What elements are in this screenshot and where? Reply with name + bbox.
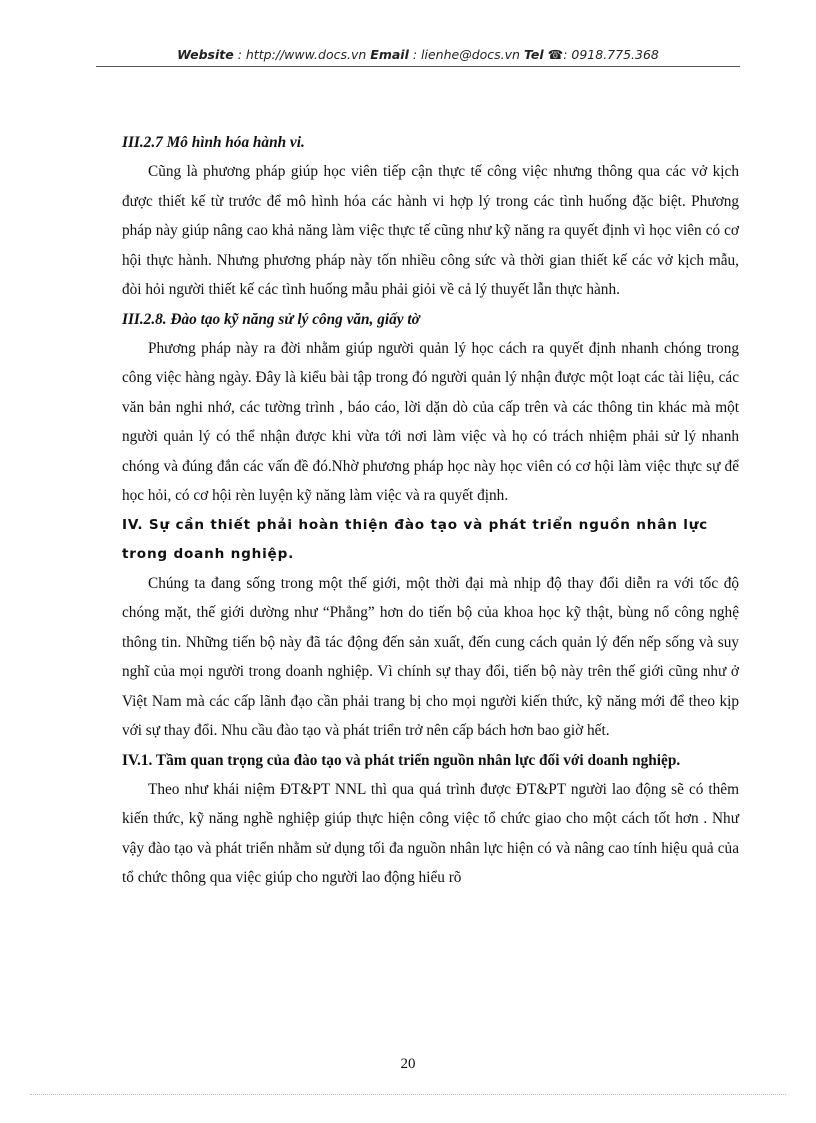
paragraph-importance: Theo như khái niệm ĐT&PT NNL thì qua quá trình được ĐT&PT người lao động sẽ có thêm kiến thức, kỹ năng nghề nghiệp giúp thực hiện công việc tổ chức giao cho một cách tốt hơn . Như vậy đào tạo và phát triển nhằm sử dụng tối đa nguồn nhân lực hiện có và nâng cao tính hiệu quả của tổ chức thông qua việc giúp cho người lao động hiểu rõ xyxy=(122,780,739,886)
tel-value: : 0918.775.368 xyxy=(563,47,659,62)
website-label: Website xyxy=(177,47,234,62)
phone-icon: ☎ xyxy=(547,47,564,62)
header-divider xyxy=(96,66,740,67)
document-body xyxy=(122,128,739,893)
section-heading-4-1: IV.1. Tầm quan trọng của đào tạo và phát triển nguồn nhân lực đối với doanh nghiệp. xyxy=(122,751,681,769)
paragraph-necessity: Chúng ta đang sống trong một thế giới, một thời đại mà nhịp độ thay đổi diễn ra với tốc độ chóng mặt, thế giới dường như “Phẳng” hơn do tiến bộ của khoa học kỹ thật, bùng nổ công nghệ thông tin. Những tiến bộ này đã tác động đến sản xuất, đến cung cách quản lý đến nếp sống và suy nghĩ của mọi người trong doanh nghiệp. Vì chính sự thay đổi, tiến bộ này trên thế giới cũng như ở Việt Nam mà các cấp lãnh đạo cần phải trang bị cho mọi người kiến thức, kỹ năng mới để theo kịp với sự thay đổi. Nhu cầu đào tạo và phát triển trở nên cấp bách hơn bao giờ hết. xyxy=(122,574,739,739)
page-header xyxy=(96,47,740,62)
section-heading-3-2-8: III.2.8. Đào tạo kỹ năng sử lý công văn, giấy tờ xyxy=(122,310,420,328)
paragraph-document-handling: Phương pháp này ra đời nhằm giúp người quản lý học cách ra quyết định nhanh chóng trong công việc hàng ngày. Đây là kiểu bài tập trong đó người quản lý nhận được một loạt các tài liệu, các văn bản nghi nhớ, các tường trình , báo cáo, lời dặn dò của cấp trên và các thông tin khác mà một người quản lý có thể nhận được khi vừa tới nơi làm việc và họ có trách nhiệm phải sử lý nhanh chóng và đúng đắn các vấn đề đó.Nhờ phương pháp học này học viên có cơ hội làm việc thực sự để học hỏi, có cơ hội rèn luyện kỹ năng làm việc và ra quyết định. xyxy=(122,339,739,504)
paragraph-behavior-modeling: Cũng là phương pháp giúp học viên tiếp cận thực tế công việc nhưng thông qua các vở kịch được thiết kế từ trước để mô hình hóa các hành vi hợp lý trong các tình huống đặc biệt. Phương pháp này giúp nâng cao khả năng làm việc thực tế cũng như kỹ năng ra quyết định vì học viên có cơ hội thực hành. Nhưng phương pháp này tốn nhiều công sức và thời gian thiết kế các vở kịch mẫu, đòi hỏi người thiết kế các tình huống mẫu phải giỏi về cả lý thuyết lẫn thực hành. xyxy=(122,163,739,298)
website-value: : http://www.docs.vn xyxy=(237,47,367,62)
email-label: Email xyxy=(370,47,409,62)
footer-divider xyxy=(30,1094,786,1095)
email-value: : lienhe@docs.vn xyxy=(412,47,520,62)
tel-label: Tel xyxy=(523,47,544,62)
section-heading-4: IV. Sự cần thiết phải hoàn thiện đào tạo và phát triển nguồn nhân lực trong doanh nghiệp. xyxy=(122,516,709,562)
section-heading-3-2-7: III.2.7 Mô hình hóa hành vi. xyxy=(122,134,305,151)
page-number: 20 xyxy=(400,1056,416,1072)
